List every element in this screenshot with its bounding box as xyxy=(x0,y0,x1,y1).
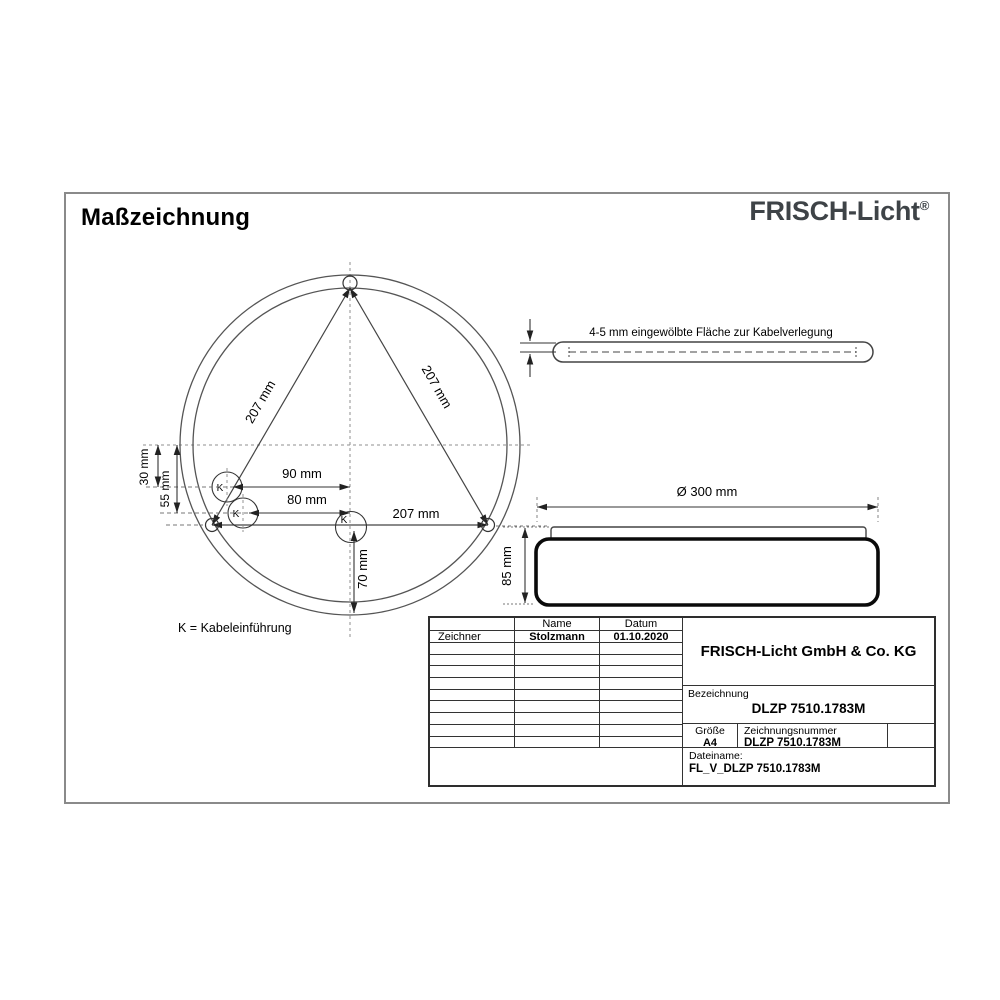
cable-entry-legend: K = Kabeleinführung xyxy=(178,621,292,635)
company-name: FRISCH-Licht GmbH & Co. KG xyxy=(683,618,934,686)
bezeichnung-cell xyxy=(683,686,934,724)
cable-entry-1-label: K xyxy=(216,483,224,494)
table-row xyxy=(430,725,682,737)
zeichner-label: Zeichner xyxy=(430,631,515,642)
fixture-side-view xyxy=(499,484,878,605)
cable-note-label: 4-5 mm eingewölbte Fläche zur Kabelverlegung xyxy=(589,327,833,339)
dim-label-side-left-207mm: 207 mm xyxy=(241,377,279,426)
title-block xyxy=(428,616,936,787)
brand-logo-text: FRISCH-Licht xyxy=(749,196,920,226)
title-block-revision-table xyxy=(430,618,683,785)
registered-trademark-icon: ® xyxy=(919,198,929,213)
table-row xyxy=(430,655,682,667)
mounting-view xyxy=(137,262,549,638)
size-and-number-row xyxy=(683,724,934,748)
zeichnungsnummer-cell xyxy=(738,724,888,747)
dateiname-value: FL_V_DLZP 7510.1783M xyxy=(689,763,821,775)
table-row xyxy=(430,713,682,725)
table-row xyxy=(430,690,682,702)
groesse-label: Größe xyxy=(695,725,725,737)
table-row-zeichner xyxy=(430,631,682,643)
table-row xyxy=(430,666,682,678)
cable-entry-2-label: K xyxy=(232,509,240,520)
page-title: Maßzeichnung xyxy=(81,204,251,231)
empty-cell xyxy=(888,724,934,747)
zeichnungsnummer-value: DLZP 7510.1783M xyxy=(744,737,841,749)
fixture-body xyxy=(536,539,878,605)
dim-label-90mm: 90 mm xyxy=(282,466,322,481)
dateiname-label: Dateiname: xyxy=(689,750,743,762)
dateiname-cell xyxy=(683,748,934,785)
zeichner-datum: 01.10.2020 xyxy=(613,631,669,643)
dim-label-chord-207mm: 207 mm xyxy=(392,506,440,521)
zeichner-name: Stolzmann xyxy=(515,631,600,642)
cable-entry-3-label: K xyxy=(340,515,348,526)
table-row xyxy=(430,643,682,655)
header-cell-datum: Datum xyxy=(624,618,658,630)
table-merged-empty-cell xyxy=(430,748,682,785)
dim-label-side-right-207mm: 207 mm xyxy=(418,362,456,411)
dim-label-85mm: 85 mm xyxy=(499,546,514,586)
title-block-info xyxy=(683,618,934,785)
table-header-row xyxy=(430,618,682,631)
zeichnungsnummer-label: Zeichnungsnummer xyxy=(744,725,837,737)
triangle-side-left xyxy=(212,288,350,525)
table-row xyxy=(430,678,682,690)
mounting-plate-profile xyxy=(520,319,873,377)
table-row xyxy=(430,737,682,749)
dim-label-55mm: 55 mm xyxy=(158,470,172,508)
triangle-side-right xyxy=(350,288,488,525)
groesse-cell xyxy=(683,724,738,747)
dim-label-30mm: 30 mm xyxy=(137,448,151,486)
groesse-value: A4 xyxy=(702,737,718,749)
table-row xyxy=(430,701,682,713)
bezeichnung-label: Bezeichnung xyxy=(688,688,749,700)
header-cell-name: Name xyxy=(515,618,600,630)
header-cell-empty xyxy=(430,618,515,630)
dim-label-diameter: Ø 300 mm xyxy=(676,484,738,499)
dim-label-70mm: 70 mm xyxy=(355,549,370,589)
bezeichnung-value: DLZP 7510.1783M xyxy=(751,701,866,716)
dim-label-80mm: 80 mm xyxy=(287,492,327,507)
